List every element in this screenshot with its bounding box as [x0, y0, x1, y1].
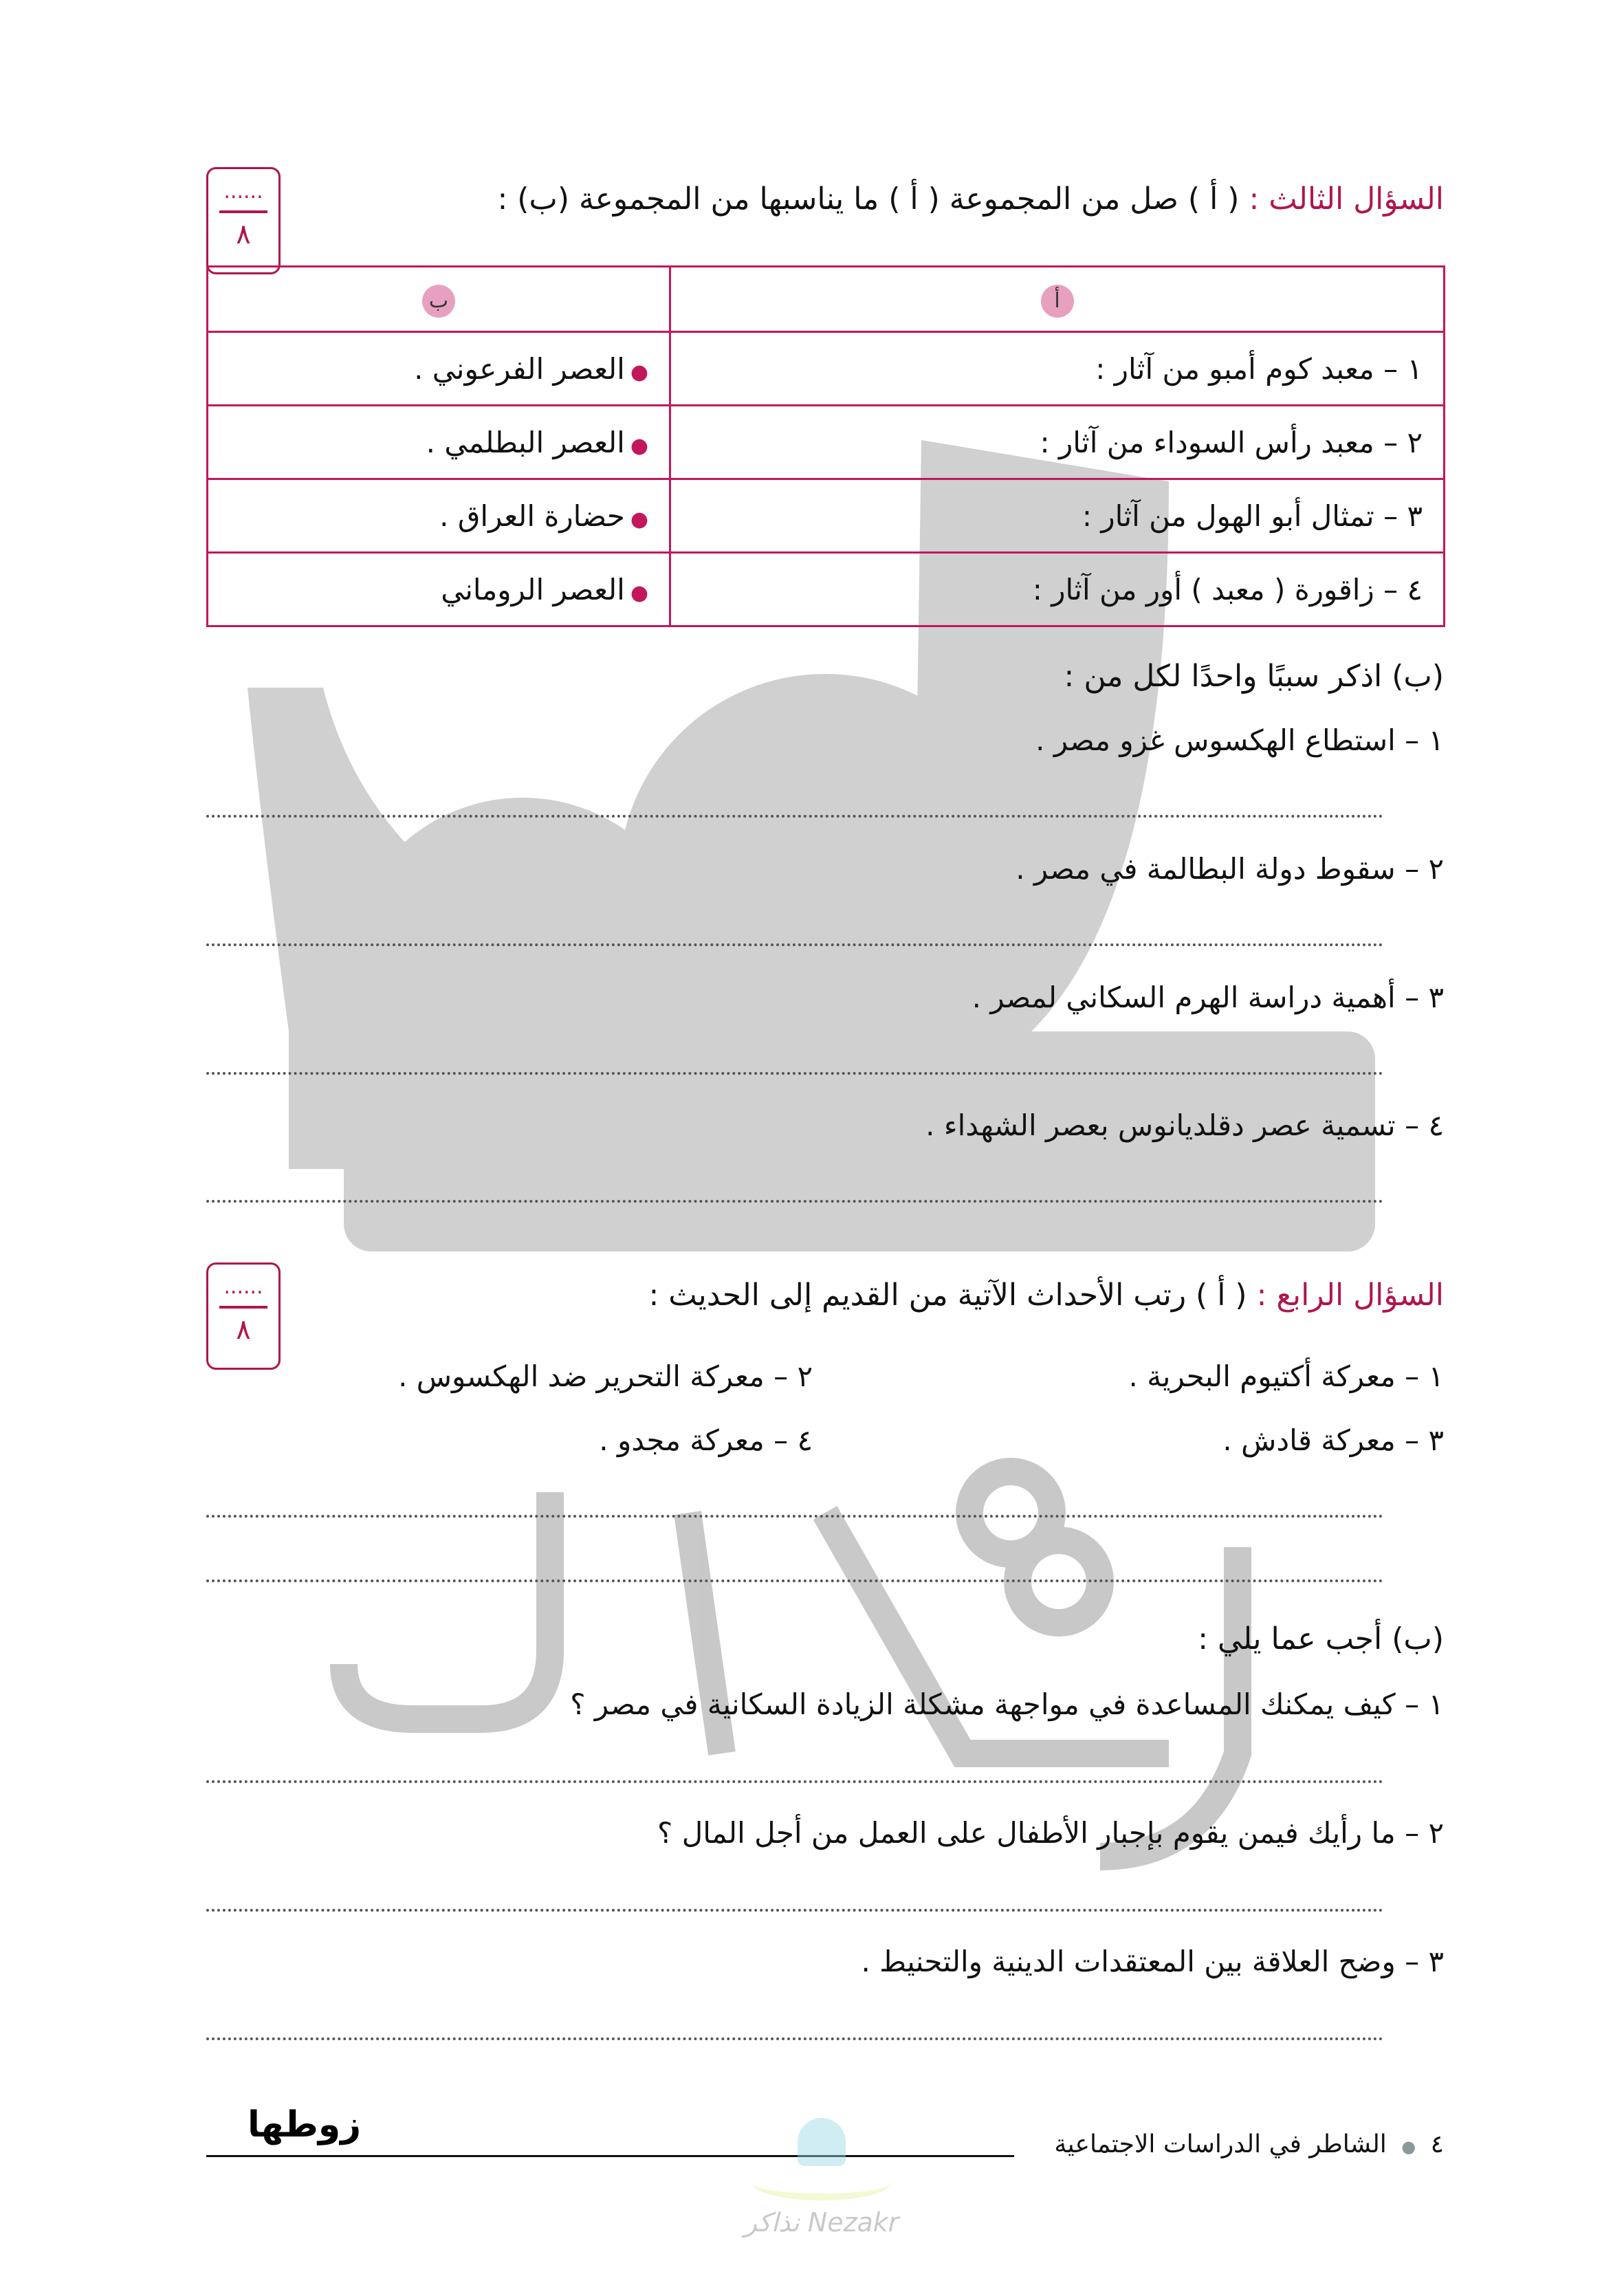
question-item: ٢ – سقوط دولة البطالمة في مصر .	[1016, 852, 1444, 886]
score-blank: ......	[223, 179, 263, 204]
nezakr-logo	[732, 2118, 911, 2238]
event-item: ١ – معركة أكتيوم البحرية .	[1128, 1359, 1444, 1393]
q4-label: السؤال الرابع :	[1256, 1278, 1444, 1313]
table-row	[208, 406, 1445, 479]
bullet-icon: ●	[630, 360, 648, 384]
answer-line[interactable]	[206, 1780, 1383, 1783]
answer-line[interactable]	[206, 815, 1383, 818]
graduation-cap-icon	[798, 2118, 846, 2166]
cell-a: ٢ – معبد رأس السوداء من آثار :	[670, 406, 1445, 479]
answer-line[interactable]	[206, 1200, 1383, 1203]
question-item: ١ – استطاع الهكسوس غزو مصر .	[1035, 723, 1444, 757]
cell-b: العصر الروماني	[441, 572, 625, 606]
answer-line[interactable]	[206, 1072, 1383, 1075]
cell-a: ٣ – تمثال أبو الهول من آثار :	[670, 479, 1445, 553]
q4-part-b-heading: (ب) أجب عما يلي :	[1198, 1621, 1444, 1657]
matching-table	[206, 265, 1445, 627]
answer-line[interactable]	[206, 1909, 1383, 1912]
book-title: الشاطر في الدراسات الاجتماعية	[1054, 2130, 1387, 2158]
q3-title	[497, 182, 1444, 217]
event-item: ٣ – معركة قادش .	[1222, 1423, 1444, 1457]
q3-part-b-heading: (ب) اذكر سببًا واحدًا لكل من :	[1064, 659, 1444, 694]
bullet-icon: ●	[1401, 2137, 1416, 2156]
footer-title	[1054, 2130, 1444, 2158]
cell-b: العصر البطلمي .	[426, 425, 625, 459]
q3-label: السؤال الثالث :	[1249, 182, 1444, 217]
q4-title	[648, 1278, 1444, 1313]
question-item: ٤ – تسمية عصر دقلديانوس بعصر الشهداء .	[925, 1108, 1444, 1142]
open-book-icon	[753, 2166, 890, 2200]
page-number: ٤	[1430, 2130, 1444, 2158]
cell-a: ١ – معبد كوم أمبو من آثار :	[670, 332, 1445, 406]
bullet-icon: ●	[630, 433, 648, 458]
score-blank: ......	[223, 1275, 263, 1299]
table-row	[208, 553, 1445, 626]
q4-instruction: ( أ ) رتب الأحداث الآتية من القديم إلى الحديث :	[648, 1278, 1247, 1313]
cell-b: العصر الفرعوني .	[414, 351, 625, 386]
answer-line[interactable]	[206, 943, 1383, 946]
event-item: ٢ – معركة التحرير ضد الهكسوس .	[398, 1359, 813, 1393]
column-a-badge: أ	[1041, 285, 1074, 318]
nezakr-logo-text: نذاكر Nezakr	[744, 2207, 899, 2238]
table-row	[208, 332, 1445, 406]
answer-line[interactable]	[206, 1579, 1383, 1582]
event-item: ٤ – معركة مجدو .	[599, 1423, 813, 1457]
answer-line[interactable]	[206, 2037, 1383, 2040]
table-row	[208, 479, 1445, 553]
q3-instruction: ( أ ) صل من المجموعة ( أ ) ما يناسبها من المجموعة (ب) :	[497, 182, 1240, 217]
question-item: ٣ – أهمية دراسة الهرم السكاني لمصر .	[972, 981, 1444, 1014]
score-divider	[219, 210, 267, 213]
question-item: ٢ – ما رأيك فيمن يقوم بإجبار الأطفال على العمل من أجل المال ؟	[657, 1816, 1444, 1850]
score-total: ٨	[236, 219, 251, 250]
q3-score-box	[206, 167, 281, 274]
question-item: ١ – كيف يمكنك المساعدة في مواجهة مشكلة الزيادة السكانية في مصر ؟	[570, 1687, 1444, 1721]
table-header-row	[208, 267, 1445, 332]
publisher-logo: زوطها	[248, 2104, 362, 2145]
score-divider	[219, 1306, 267, 1309]
answer-line[interactable]	[206, 1515, 1383, 1518]
bullet-icon: ●	[630, 580, 648, 605]
column-b-badge: ب	[422, 285, 455, 318]
q4-score-box	[206, 1262, 281, 1370]
question-item: ٣ – وضح العلاقة بين المعتقدات الدينية والتحنيط .	[861, 1945, 1444, 1978]
cell-b: حضارة العراق .	[439, 499, 625, 533]
bullet-icon: ●	[630, 507, 648, 532]
score-total: ٨	[236, 1314, 251, 1346]
cell-a: ٤ – زاقورة ( معبد ) أور من آثار :	[670, 553, 1445, 626]
